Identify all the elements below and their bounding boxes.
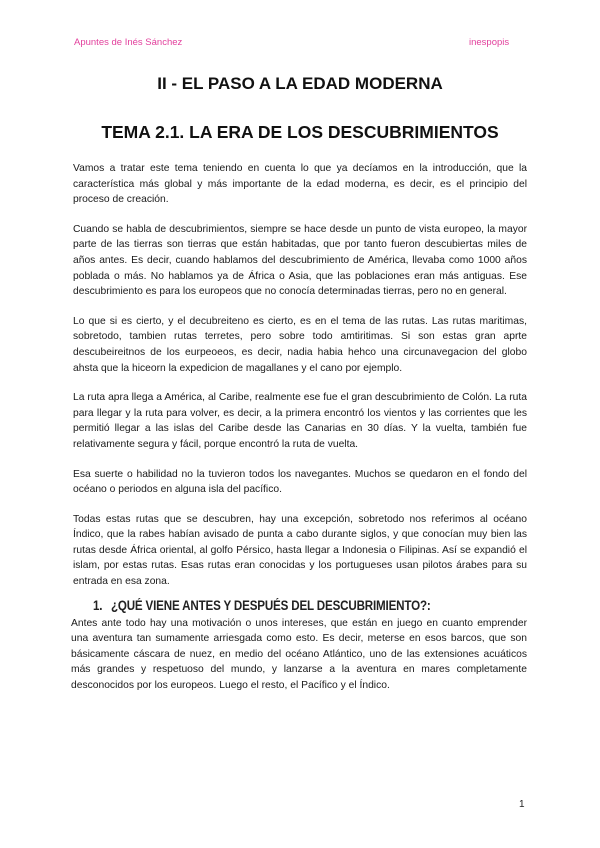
section-number: 1. (93, 597, 103, 613)
section-paragraph: Antes ante todo hay una motivación o unos intereses, que están en juego en cuanto emprender una aventura tan sumamente arriesgada como esto. Es decir, meterse en esos barcos, que son básicamente cáscara de nuez, en medio del océano Atlántico, uno de las extensiones acuáticos más grandes y respetuoso del mundo, y lanzarse a la aventura en mares completamente desconocidos por los europeos. Luego el resto, el Pacífico y el Índico. (71, 617, 527, 692)
section-heading-text: ¿QUÉ VIENE ANTES Y DESPUÉS DEL DESCUBRIMIENTO?: (110, 597, 431, 613)
chapter-title: TEMA 2.1. LA ERA DE LOS DESCUBRIMIENTOS (101, 122, 499, 142)
paragraph: Cuando se habla de descubrimientos, siempre se hace desde un punto de vista europeo, la mayor parte de las tierras son tierras que están habitadas, que por tanto fueron descubiertas miles de años antes. Es decir, cuando hablamos del descubrimiento de América, llevaba como 1000 años poblada o más. No hablamos ya de África o Asia, que las poblaciones eran más antiguas. Ese descubrimiento es para los europeos que no conocía determinadas tierras, pero no en general. (73, 223, 527, 298)
paragraph: Vamos a tratar este tema teniendo en cuenta lo que ya decíamos en la introducción, que la característica más global y más importante de la edad moderna, es decir, es el principio del proceso de creación. (73, 163, 527, 206)
part-title: II - EL PASO A LA EDAD MODERNA (157, 74, 443, 93)
paragraph: Esa suerte o habilidad no la tuvieron todos los navegantes. Muchos se quedaron en el fondo del océano o periodos en alguna isla del pacífico. (73, 468, 527, 496)
page-number: 1 (519, 799, 525, 810)
header-username: inespopis (469, 37, 510, 48)
document-body (73, 161, 527, 708)
section-heading (93, 598, 466, 613)
paragraph: Lo que si es cierto, y el decubreiteno es cierto, es en el tema de las rutas. Las rutas maritimas, sobretodo, tambien rutas terretes, pero sobre todo amtiritimas. Si son estas gran aprte descubeireitnos de los eurpeoeos, es decir, nadia habia hehco una circunavegacion del globo ahsta que la hiceorn la expedicion de magallanes y el cano por ejemplo. (73, 315, 527, 374)
paragraph: La ruta apra llega a América, al Caribe, realmente ese fue el gran descubrimiento de Colón. La ruta para llegar y la ruta para volver, es decir, a la primera encontró los vientos y las corrientes que les permitió llegar a las islas del Caribe desde las Canarias en 30 días. Y la vuelta, también fue relativamente segura y fácil, porque encontró la ruta de vuelta. (73, 392, 527, 450)
paragraph: Todas estas rutas que se descubren, hay una excepción, sobretodo nos referimos al océano Índico, que la rabes habían avisado de punta a cabo durante siglos, y que conocían muy bien las rutas desde África oriental, al golfo Pérsico, hasta llegar a Indonesia o Filipinas. Así se expandió el islam, por estas rutas. Esas rutas eran conocidas y los portugueses usan pilotos árabes para su entrada en esa zona. (73, 513, 527, 588)
header-author: Apuntes de Inés Sánchez (74, 37, 183, 48)
